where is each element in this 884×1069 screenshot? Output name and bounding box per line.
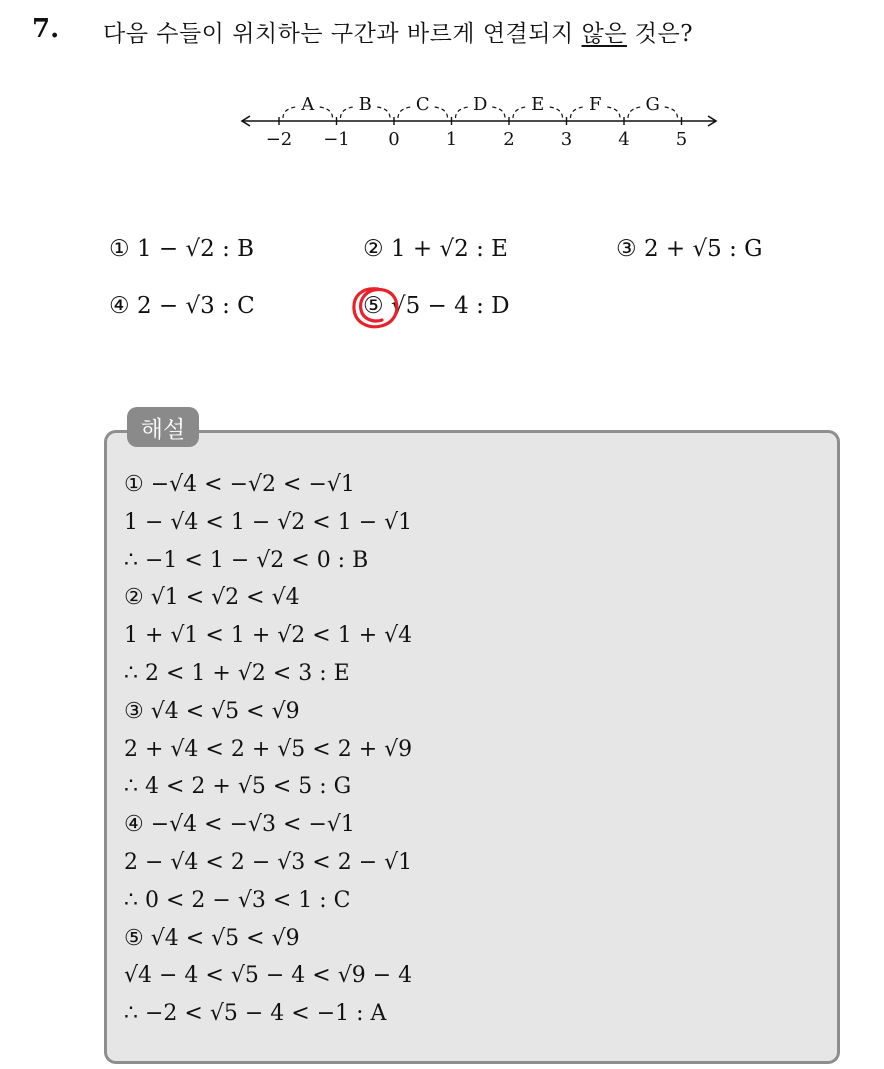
- choice-5-marker: ⑤: [363, 293, 384, 319]
- question-number: 7.: [32, 14, 60, 44]
- number-line-axis: [242, 116, 716, 126]
- number-line-interval-label: F: [589, 94, 602, 115]
- number-line-interval-label: A: [301, 94, 315, 115]
- number-line-tick-label: 5: [675, 129, 688, 150]
- number-line-interval-label: G: [645, 94, 660, 115]
- choice-5-text: √5 − 4 : D: [390, 293, 510, 319]
- number-line-tick-label: 1: [445, 129, 458, 150]
- choice-1-marker: ①: [109, 236, 130, 262]
- explanation-line: ∴ 4 < 2 + √5 < 5 : G: [124, 774, 352, 800]
- explanation-line: ∴ −1 < 1 − √2 < 0 : B: [124, 547, 369, 573]
- number-line-interval-label: C: [415, 94, 430, 115]
- explanation-lines: [124, 466, 412, 1033]
- choice-1[interactable]: [109, 236, 254, 262]
- choice-4-marker: ④: [109, 293, 130, 319]
- number-line-tick-label: 3: [560, 129, 573, 150]
- number-line-interval-label: D: [473, 94, 488, 115]
- choice-2-text: 1 + √2 : E: [390, 236, 508, 262]
- explanation-line: ∴ 2 < 1 + √2 < 3 : E: [124, 660, 350, 686]
- choice-4[interactable]: [109, 293, 255, 319]
- number-line-tick-label: 0: [388, 129, 400, 150]
- number-line-intervals: [283, 94, 678, 118]
- question-text-emphasis: 않은: [581, 21, 627, 47]
- choice-2-marker: ②: [363, 236, 384, 262]
- explanation-line: 2 + √4 < 2 + √5 < 2 + √9: [124, 736, 413, 762]
- explanation-line: ∴ 0 < 2 − √3 < 1 : C: [124, 887, 351, 913]
- explanation-line: 1 − √4 < 1 − √2 < 1 − √1: [124, 509, 413, 535]
- explanation-line: 2 − √4 < 2 − √3 < 2 − √1: [124, 849, 413, 875]
- explanation-tab: 해설: [127, 407, 199, 447]
- choice-4-text: 2 − √3 : C: [136, 293, 255, 319]
- number-line-tick-label: 2: [503, 129, 515, 150]
- explanation-line: ④ −√4 < −√3 < −√1: [124, 812, 355, 838]
- number-line-figure: [0, 0, 884, 160]
- question-text-end: 것은?: [626, 21, 694, 47]
- explanation-line: ③ √4 < √5 < √9: [124, 698, 300, 724]
- number-line-interval-label: B: [358, 94, 372, 115]
- answer-circle-mark: [348, 282, 404, 334]
- explanation-line: 1 + √1 < 1 + √2 < 1 + √4: [124, 623, 413, 649]
- number-line-tick-label: −2: [265, 129, 293, 150]
- choice-2[interactable]: [363, 236, 508, 262]
- explanation-line: ∴ −2 < √5 − 4 < −1 : A: [124, 1001, 387, 1027]
- choice-3[interactable]: [616, 236, 763, 262]
- number-line-interval-label: E: [531, 94, 545, 115]
- explanation-line: ① −√4 < −√2 < −√1: [124, 472, 355, 497]
- number-line-ticks: [266, 117, 688, 150]
- choice-3-text: 2 + √5 : G: [643, 236, 763, 262]
- number-line-tick-label: −1: [323, 129, 350, 150]
- explanation-line: ⑤ √4 < √5 < √9: [124, 925, 300, 951]
- question-text-start: 다음 수들이 위치하는 구간과 바르게 연결되지: [103, 21, 582, 47]
- choice-3-marker: ③: [616, 236, 637, 262]
- explanation-line: ② √1 < √2 < √4: [124, 585, 300, 611]
- number-line-tick-label: 4: [618, 129, 630, 150]
- choice-1-text: 1 − √2 : B: [136, 236, 255, 262]
- explanation-line: √4 − 4 < √5 − 4 < √9 − 4: [124, 963, 413, 989]
